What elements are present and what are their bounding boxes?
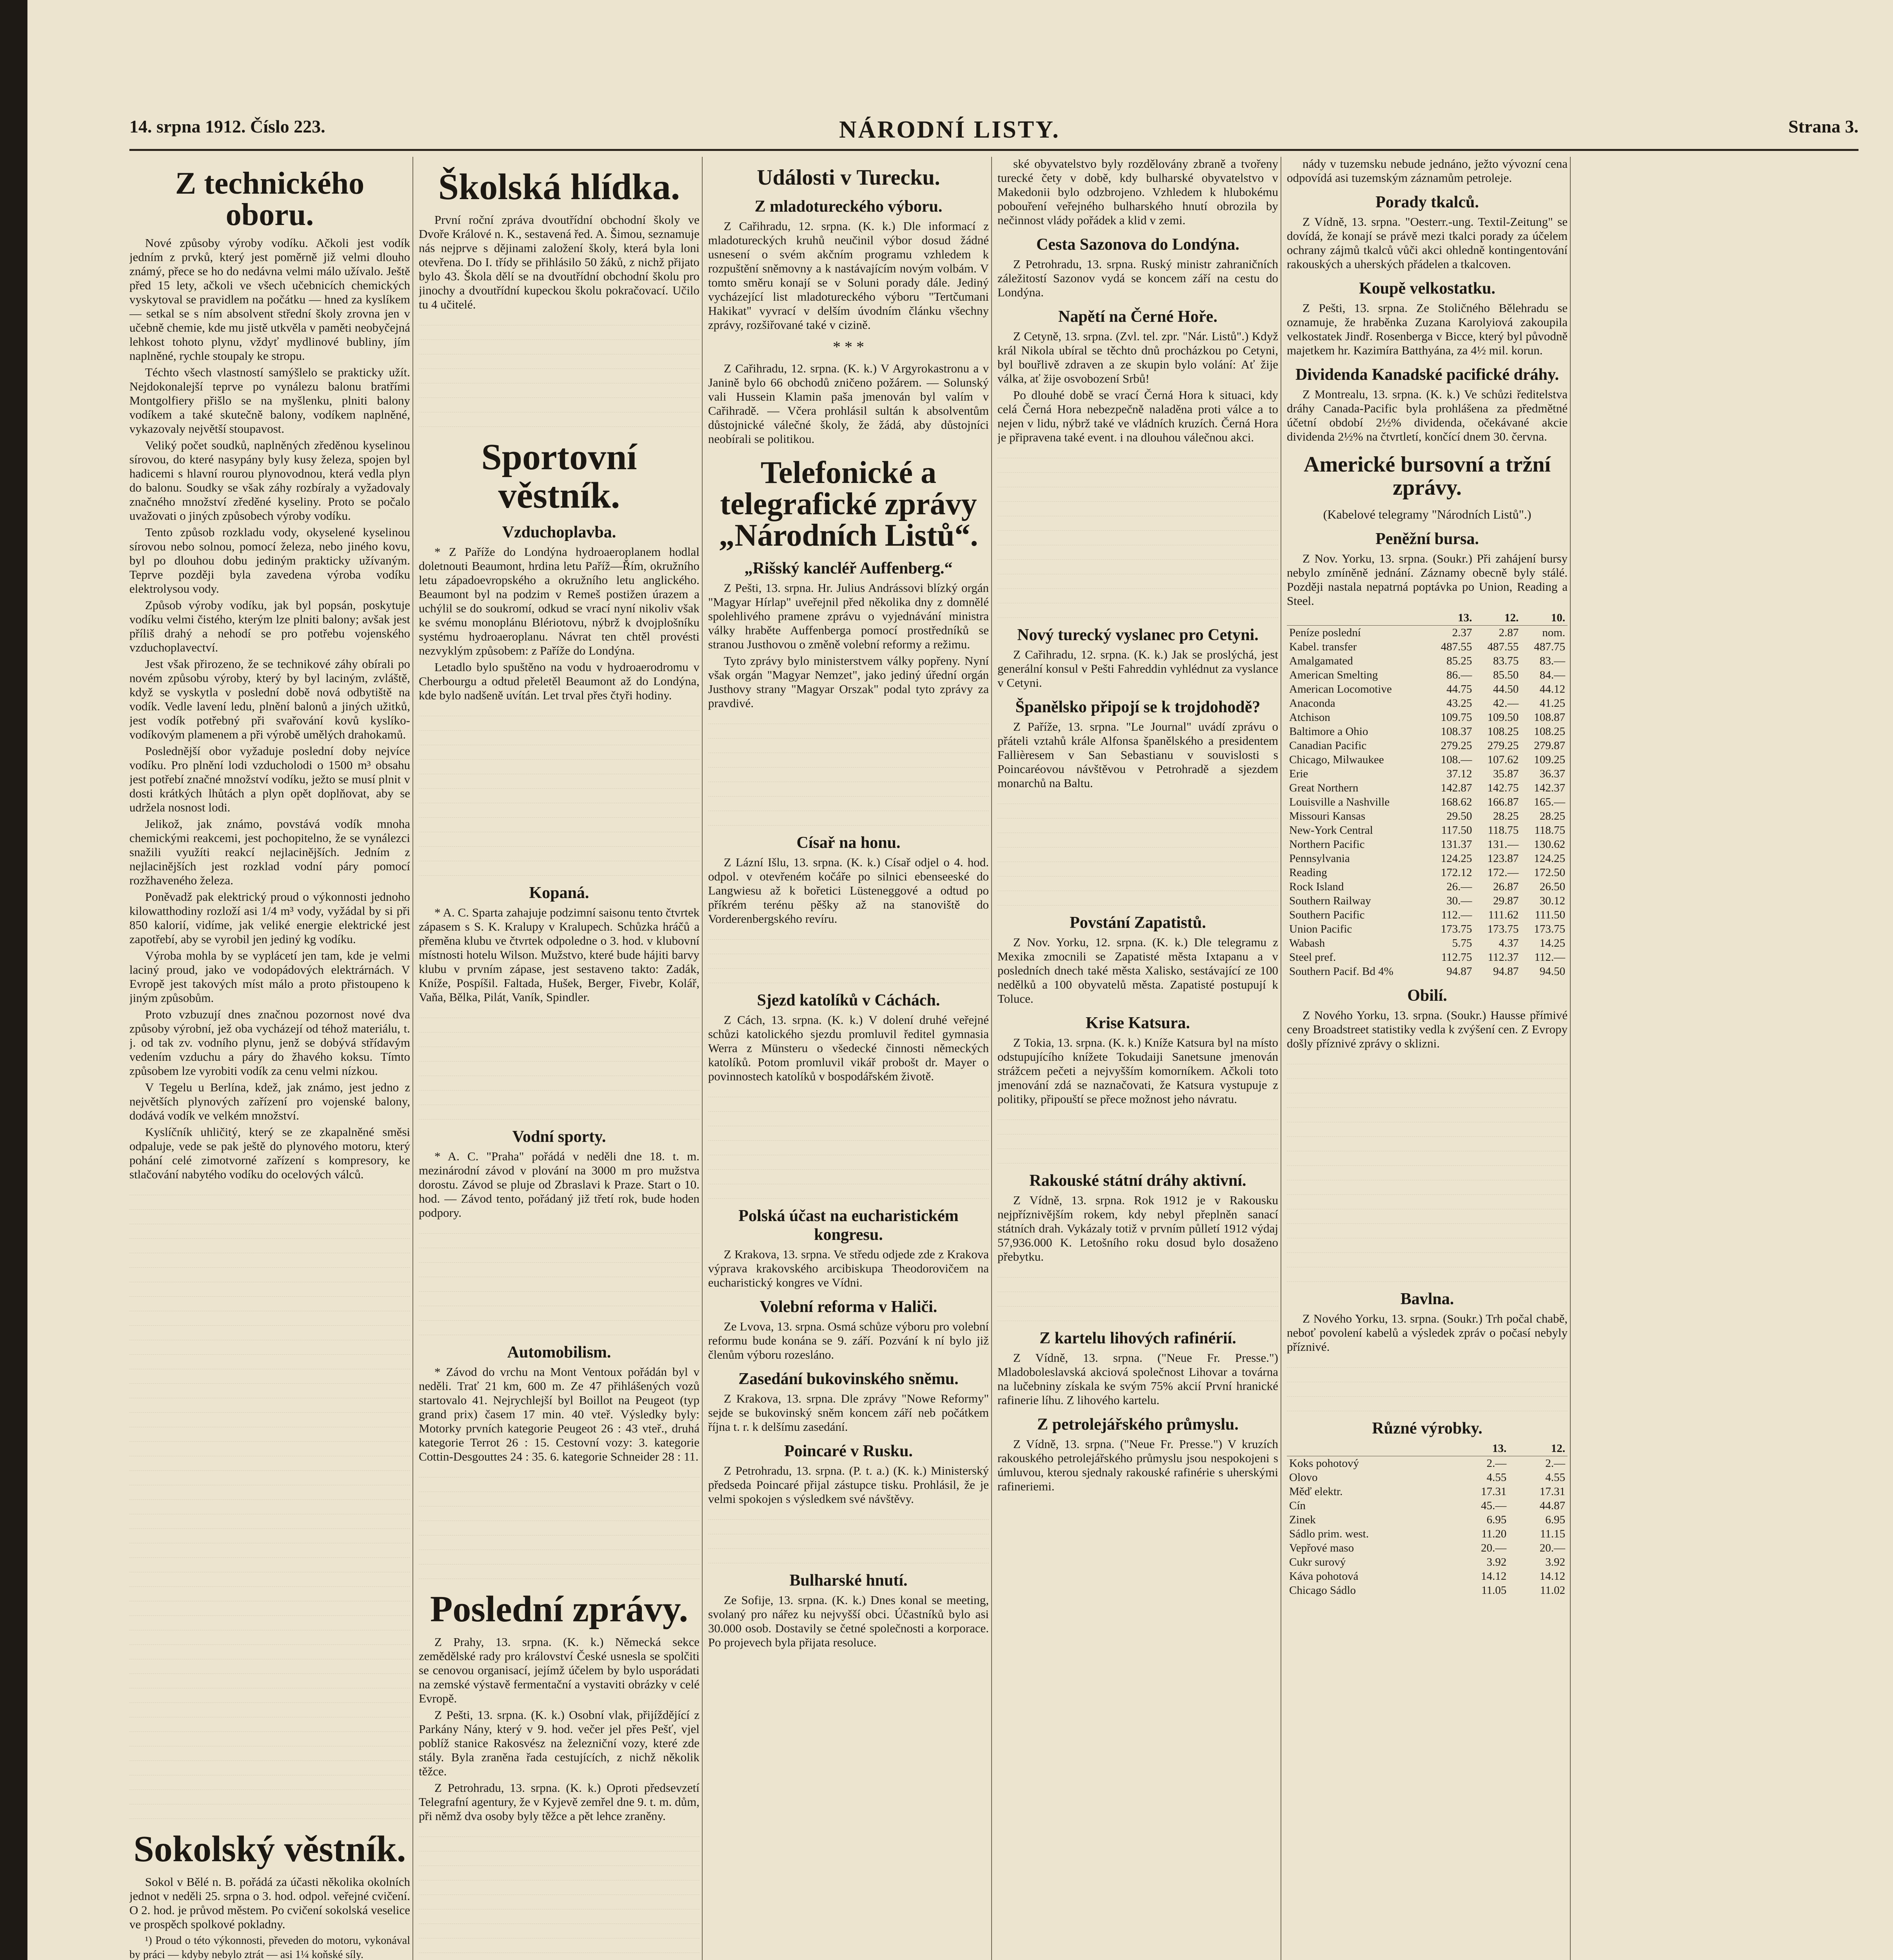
section-separator: * * * (833, 338, 864, 356)
table-row (1287, 894, 1568, 908)
table-cell: 14.12 (1539, 1570, 1565, 1583)
masthead (129, 116, 1858, 147)
column-divider (991, 157, 992, 1960)
table-cell: Chicago, Milwaukee (1289, 753, 1384, 766)
table-row (1287, 739, 1568, 753)
column-3 (708, 157, 989, 1960)
subhead-weavers: Porady tkalců. (1375, 193, 1479, 211)
subhead-chancellor: „Rišský kancléř Auffenberg.“ (744, 559, 953, 577)
table-row (1287, 851, 1568, 866)
table-cell: 279.87 (1534, 739, 1565, 752)
newspaper-title: NÁRODNÍ LISTY. (839, 116, 1060, 143)
column-divider (412, 157, 413, 1960)
article-paragraph: Z Nového Yorku, 13. srpna. (Soukr.) Hausse přímivé ceny Broadstreet statistiky vedla k zvýšení cen. Z Evropy došly příznivé zprávy o sklizni. (1287, 1008, 1568, 1050)
table-cell: 279.25 (1487, 739, 1519, 752)
table-cell: 173.75 (1487, 922, 1519, 935)
table-cell: 94.87 (1493, 965, 1519, 978)
table-cell: Rock Island (1289, 880, 1344, 893)
table-row (1287, 668, 1568, 682)
table-cell: 20.— (1539, 1541, 1565, 1554)
table-cell: Pennsylvania (1289, 852, 1350, 865)
table-cell: 111.62 (1488, 908, 1519, 921)
table-cell: Cín (1289, 1499, 1306, 1512)
table-cell: 14.12 (1481, 1570, 1507, 1583)
table-cell: Měď elektr. (1289, 1485, 1343, 1498)
table-row (1287, 781, 1568, 795)
table-cell: 109.50 (1487, 711, 1519, 724)
stock-quotes-table (1287, 610, 1568, 978)
column-4 (997, 157, 1278, 1960)
table-cell: 109.75 (1441, 711, 1472, 724)
article-paragraph: Jelikož, jak známo, povstává vodík mnoha chemickými reakcemi, jest pochopitelno, že se vynálezci snažili využíti reakcí nejlacinějších. Jedním z nejlacinějších jest rozklad vodní páry pomocí rozžhaveného železa. (129, 817, 410, 887)
table-row (1287, 767, 1568, 781)
binding-edge (0, 0, 27, 1960)
article-paragraph: Z Paříže, 13. srpna. "Le Journal" uvádí zprávu o přáteli vztahů krále Alfonsa španělského a presidentem Fallièresem v San Sebastianu v souvislosti s Poincaréovou návštěvou v Petrohradě a sjezdem monarchů na Baltu. (997, 720, 1278, 790)
table-cell: Southern Pacific (1289, 908, 1365, 921)
table-cell: Erie (1289, 767, 1308, 780)
table-cell: 142.87 (1441, 781, 1472, 794)
table-row (1287, 1555, 1568, 1569)
article-paragraph: * A. C. Sparta zahajuje podzimní saisonu tento čtvrtek zápasem s S. K. Kralupy v Kralupech. Schůzka hráčů a přeměna klubu ve čtvrtek odpoledne o 3. hod. v klubovní místnosti hotelu Wilson. Mužstvo, které bude hájiti barvy klubu v prvním zápase, jest sestaveno takto: Zadák, Kníže, Pospíšil. Faltada, Hušek, Berger, Fivebr, Kolář, Vaňa, Bělka, Pilát, Vaník, Spindler. (419, 906, 699, 1004)
table-cell: 44.87 (1539, 1499, 1565, 1512)
table-cell: 29.50 (1446, 809, 1472, 822)
table-row (1287, 640, 1568, 654)
table-cell: 94.87 (1446, 965, 1472, 978)
table-cell: American Locomotive (1289, 682, 1392, 695)
table-cell: 17.31 (1539, 1485, 1565, 1498)
table-cell: Baltimore a Ohio (1289, 725, 1368, 738)
table-cell: Louisville a Nashville (1289, 795, 1390, 808)
table-row (1287, 710, 1568, 724)
table-cell: 4.37 (1499, 936, 1519, 949)
table-cell: 142.75 (1487, 781, 1519, 794)
table-cell: 30.12 (1539, 894, 1565, 907)
table-cell: 487.55 (1441, 640, 1472, 653)
subhead-polish-eucharist: Polská účast na eucharistickém kongresu. (738, 1207, 959, 1244)
headline-telegrams: Telefonické a telegrafické zprávy „Národních Listů“. (719, 455, 978, 553)
article-paragraph: Kyslíčník uhličitý, který se ze zkapalněné směsi odpaluje, vede se pak ještě do plynového motoru, který pohání celé zimotvorné zařízení s kompresory, ke stlačování nabytého vodíku do ocelových válců. (129, 1125, 410, 1181)
table-cell: 112.— (1441, 908, 1472, 921)
subhead-water-sports: Vodní sporty. (512, 1128, 606, 1146)
table-cell: Union Pacific (1289, 922, 1352, 935)
subhead-money-market: Peněžní bursa. (1375, 530, 1479, 548)
article-paragraph: Z Cařihradu, 12. srpna. (K. k.) Jak se proslýchá, jest generální konsul v Pešti Fahreddin vyhlédnut za vyslance v Cetyni. (997, 648, 1278, 690)
article-paragraph: Z Vídně, 13. srpna. "Oesterr.-ung. Textil-Zeitung" se dovídá, že konají se právě mezi tkalci porady za účelem ochrany zájmů tkalců vůči akci ohledně kontingentování rakouských a uherských přádelen a tkalcoven. (1287, 215, 1568, 271)
table-cell: 487.55 (1487, 640, 1519, 653)
table-row (1287, 936, 1568, 950)
table-cell: 3.92 (1486, 1555, 1507, 1568)
table-cell: 4.55 (1486, 1471, 1507, 1484)
table-cell: Atchison (1289, 711, 1330, 724)
table-cell: 2.— (1545, 1457, 1565, 1470)
article-paragraph: Z Pešti, 13. srpna. Hr. Julius Andrássovi blízký orgán "Magyar Hírlap" uveřejnil před několika dny z domnělé spolehlivého pramene zprávu o vyjednávání ministra války hraběte Auffenberga pomocí prostředníků se stranou Justhovou o změně volební reformy a režimu. (708, 581, 989, 651)
table-cell: 124.25 (1534, 852, 1565, 865)
table-row (1287, 823, 1568, 837)
subhead-katsura: Krise Katsura. (1086, 1014, 1190, 1032)
table-cell: 117.50 (1441, 824, 1472, 837)
commodity-table (1287, 1441, 1568, 1597)
subhead-montenegro: Napětí na Černé Hoře. (1058, 308, 1217, 326)
article-paragraph: Sokol v Bělé n. B. pořádá za účasti několika okolních jednot v neděli 25. srpna o 3. hod. odpol. veřejné cvičení. O 2. hod. je průvod městem. Po cvičení sokolská veselice ve prospěch spolkové pokladny. (129, 1875, 410, 1931)
table-cell: 142.37 (1534, 781, 1565, 794)
article-paragraph: Z Pešti, 13. srpna. Ze Stoličného Bělehradu se oznamuje, že hraběnka Zuzana Karolyiová zakoupila velkostatek Jindř. Rosenberga v Bicce, který byl původně majetkem hr. Kazimíra Batthyána, za 4½ mil. korun. (1287, 301, 1568, 357)
table-cell: 6.95 (1486, 1513, 1507, 1526)
table-cell: 44.50 (1493, 682, 1519, 695)
table-row (1287, 866, 1568, 880)
table-row (1287, 1485, 1568, 1499)
table-cell: 172.50 (1534, 866, 1565, 879)
article-paragraph: Téchto všech vlastností samýšlelo se prakticky užít. Nejdokonalejší teprve po vynálezu balonu bratřími Montgolfiery přišlo se na myšlenku, plniti balony vodíkem a také skutečně balony, vodíkem naplněné, vykazovaly největší stoupavost. (129, 365, 410, 436)
article-paragraph: Proto vzbuzují dnes značnou pozornost nové dva způsoby výrobní, jež oba vycházejí od téhož materiálu, t. j. od tak zv. vodního plynu, jenž se dobývá střídavým vedením vzduchu a páry do žhavého koksu. Tímto způsobem lze vyrobiti vodík za cenu velmi nízkou. (129, 1007, 410, 1078)
table-cell: 29.87 (1493, 894, 1519, 907)
table-cell: 166.87 (1487, 795, 1519, 808)
table-cell: Southern Pacif. Bd 4% (1289, 965, 1393, 978)
table-cell: Zinek (1289, 1513, 1316, 1526)
table-row (1287, 908, 1568, 922)
article-paragraph: Z Vídně, 13. srpna. ("Neue Fr. Presse.") V kruzích rakouského petrolejářského průmyslu jsou nespokojeni s úmluvou, kterou sjednaly rakouské rafinérie s uherskými rafineriemi. (997, 1437, 1278, 1493)
subhead-spain: Španělsko připojí se k trojdohodě? (1015, 698, 1261, 716)
table-row (1287, 964, 1568, 978)
table-cell: Wabash (1289, 936, 1325, 949)
table-cell: 83.— (1539, 654, 1565, 667)
table-cell: 108.— (1441, 753, 1472, 766)
article-paragraph: Z Petrohradu, 13. srpna. (K. k.) Oproti předsevzetí Telegrafní agentury, že v Kyjevě zemřel dne 9. t. m. dům, při němž dva osoby byly těžce a pět lehce zraněny. (419, 1780, 699, 1823)
subhead-various-products: Různé výrobky. (1372, 1419, 1482, 1437)
subhead-spirit-cartel: Z kartelu lihových rafinérií. (1039, 1329, 1236, 1347)
table-header-cell: 10. (1521, 610, 1568, 626)
table-cell: 3.92 (1545, 1555, 1565, 1568)
article-paragraph: Z Cařihradu, 12. srpna. (K. k.) V Argyrokastronu a v Janině bylo 66 obchodů zničeno požárem. — Solunský vali Hussein Klamin paša jmenován byl valím v Cařihradě. — Včera prohlásil sultán k absolventům důstojnické válečné školy, že žádá, aby důstojníci neobírali se politikou. (708, 361, 989, 446)
table-header-cell: 12. (1474, 610, 1521, 626)
table-row (1287, 654, 1568, 668)
subhead-turkish-envoy: Nový turecký vyslanec pro Cetyni. (1017, 626, 1259, 644)
table-cell: 28.25 (1493, 809, 1519, 822)
article-paragraph: První roční zpráva dvoutřídní obchodní školy ve Dvoře Králové n. K., sestavená řed. A. Šimou, seznamuje nás nejprve s dějinami založení školy, která byla loni otevřena. Do I. třídy se přihlásilo 50 žáků, z nichž přijato bylo 43. Škola dělí se na dvoutřídní obchodní školu pro jinochy a dvoutřídní kupeckou školu pokračovací. Učilo tu 4 učitelé. (419, 212, 699, 311)
table-cell: nom. (1542, 626, 1565, 639)
table-cell: Southern Railway (1289, 894, 1371, 907)
table-cell: Northern Pacific (1289, 838, 1365, 851)
footnote: ¹) Proud o této výkonnosti, převeden do motoru, vykonával by práci — kdyby nebylo ztrát — asi 1¼ koňské síly. (129, 1934, 410, 1960)
table-cell: 83.75 (1493, 654, 1519, 667)
table-cell: 112.75 (1441, 951, 1472, 964)
table-cell: Vepřové maso (1289, 1541, 1354, 1554)
table-cell: 28.25 (1539, 809, 1565, 822)
article-paragraph: Způsob výroby vodíku, jak byl popsán, poskytuje vodíku velmi čistého, kterým lze plniti balony; avšak jest příliš drahý a nehodí se pro potřebu vojenského vzduchoplavectví. (129, 598, 410, 654)
subhead-estate-purchase: Koupě velkostatku. (1359, 279, 1495, 298)
headline-technical: Z technického oboru. (175, 166, 365, 232)
table-cell: 112.— (1534, 951, 1565, 964)
subhead-galicia-reform: Volební reforma v Haliči. (759, 1298, 937, 1316)
table-cell: 109.25 (1534, 753, 1565, 766)
table-cell: 168.62 (1441, 795, 1472, 808)
subhead-cable-telegrams: (Kabelové telegramy "Národních Listů".) (1323, 507, 1531, 521)
article-paragraph: Z Cařihradu, 12. srpna. (K. k.) Dle informací z mladotureckých kruhů neučinil výbor dosud žádné usnesení o svém akčním programu vzhledem k rozpuštění sněmovny a k nastávajícím novým volbám. V tomto směru konají se v Soluni porady dále. Jediný vycházející list mladotureckého výboru "Tertčumani Hakikat" vyvrací v delším úvodním článku všechny zprávy, rozšiřované také v cizině. (708, 219, 989, 332)
article-paragraph: * Závod do vrchu na Mont Ventoux pořádán byl v neděli. Trať 21 km, 600 m. Ze 47 přihlášených vozů startovalo 41. Nejrychlejší byl Boillot na Peugeot (typ grand prix) časem 17 min. 40 vteř. Výsledky byly: Motorky prvních kategorie Peugeot 26 : 43 vteř., druhá kategorie Terrot 26 : 15. Cestovní vozy: 3. kategorie Cottin-Desgouttes 24 : 35. 6. kategorie Schneider 28 : 11. (419, 1365, 699, 1464)
table-cell: 123.87 (1487, 852, 1519, 865)
headline-school: Školská hlídka. (438, 167, 680, 207)
article-paragraph: Z Petrohradu, 13. srpna. Ruský ministr zahraničních záležitostí Sazonov vydá se koncem září na cestu do Londýna. (997, 257, 1278, 299)
column-2 (419, 157, 699, 1960)
table-cell: 11.15 (1540, 1527, 1565, 1540)
table-header-cell: 12. (1509, 1441, 1568, 1456)
table-cell: 44.75 (1446, 682, 1472, 695)
table-cell: 111.50 (1535, 908, 1565, 921)
table-row (1287, 837, 1568, 851)
article-paragraph: Z Prahy, 13. srpna. (K. k.) Německá sekce zemědělské rady pro království České usnesla se spolčiti se cenovou organisací, jejímž účelem by bylo usporádati na zemské výstavě fermentační a vystaviti obrázky v celé Evropě. (419, 1635, 699, 1705)
headline-sokol: Sokolský věstník. (133, 1829, 406, 1869)
table-row (1287, 1456, 1568, 1470)
table-cell: American Smelting (1289, 668, 1378, 681)
table-cell: Káva pohotová (1289, 1570, 1359, 1583)
subhead-canadian-dividend: Dividenda Kanadské pacifické dráhy. (1295, 366, 1559, 384)
table-cell: 37.12 (1446, 767, 1472, 780)
subhead-automobile: Automobilism. (507, 1343, 611, 1362)
table-cell: 130.62 (1534, 838, 1565, 851)
subhead-grain: Obilí. (1407, 986, 1447, 1005)
table-cell: 30.— (1446, 894, 1472, 907)
table-cell: Koks pohotový (1289, 1457, 1359, 1470)
table-cell: 107.62 (1487, 753, 1519, 766)
article-paragraph: Z Krakova, 13. srpna. Dle zprávy "Nowe Reformy" sejde se bukovinský sněm koncem září neb počátkem října t. r. k delšímu zasedání. (708, 1391, 989, 1434)
subhead-state-railways: Rakouské státní dráhy aktivní. (1029, 1172, 1246, 1190)
table-cell: 131.37 (1441, 838, 1472, 851)
table-row (1287, 696, 1568, 710)
table-cell: 131.— (1487, 838, 1519, 851)
table-header-cell: 13. (1428, 610, 1475, 626)
table-cell: 172.— (1487, 866, 1519, 879)
table-cell: 108.25 (1534, 725, 1565, 738)
table-cell: Canadian Pacific (1289, 739, 1367, 752)
table-row (1287, 809, 1568, 823)
column-5 (1287, 157, 1844, 1960)
article-paragraph: Ze Sofije, 13. srpna. (K. k.) Dnes konal se meeting, svolaný pro nářez ku nejvyšší obci. Účastníků bylo asi 30.000 osob. Dostavily se četné společnosti a korporace. Po projevech byla přijata resoluce. (708, 1593, 989, 1649)
table-row (1287, 1569, 1568, 1583)
table-row (1287, 795, 1568, 809)
table-cell: 124.25 (1441, 852, 1472, 865)
table-cell: 85.25 (1446, 654, 1472, 667)
article-paragraph: Z Krakova, 13. srpna. Ve středu odjede zde z Krakova výprava krakovského arcibiskupa Theodorovičem na eucharistický kongres ve Vídni. (708, 1247, 989, 1289)
table-cell: 11.02 (1540, 1584, 1565, 1597)
table-cell: 26.50 (1539, 880, 1565, 893)
subhead-football: Kopaná. (529, 884, 589, 902)
headline-latest-news: Poslední zprávy. (430, 1589, 689, 1630)
subhead-bukovina: Zasedání bukovinského sněmu. (738, 1370, 959, 1388)
table-cell: Peníze poslední (1289, 626, 1361, 639)
table-cell: 94.50 (1539, 965, 1565, 978)
table-cell: 36.37 (1539, 767, 1565, 780)
table-row (1287, 625, 1568, 640)
table-cell: 172.12 (1441, 866, 1472, 879)
table-cell: Steel pref. (1289, 951, 1336, 964)
article-paragraph: Z Nového Yorku, 13. srpna. (Soukr.) Trh počal chabě, neboť povolení kabelů a výsledek zpráv o počasí nebyly příznivé. (1287, 1311, 1568, 1354)
table-row (1287, 1513, 1568, 1527)
table-cell: 45.— (1481, 1499, 1507, 1512)
article-paragraph: Z Cetyně, 13. srpna. (Zvl. tel. zpr. "Nár. Listů".) Když král Nikola ubíral se těchto dnů procházkou po Cetyni, byl bouřlivě zdraven a ze skupin bylo volání: Ať žije válka, ať žije osvobození Srbů! (997, 329, 1278, 385)
article-paragraph: Z Montrealu, 13. srpna. (K. k.) Ve schůzi ředitelstva dráhy Canada-Pacific byla prohlášena za předmětné účetní období 2½% dividenda, očekávané akcie dividenda 2½% na čtvrtletí, končící dnem 30. června. (1287, 387, 1568, 443)
table-cell: 173.75 (1441, 922, 1472, 935)
article-paragraph: * A. C. "Praha" pořádá v neděli dne 18. t. m. mezinárodní závod v plování na 3000 m pro mužstva dorostu. Závod se pluje od Zbraslavi k Praze. Start o 10. hod. — Závod tento, pořádaný již třetí rok, bude hoden podpory. (419, 1149, 699, 1220)
table-cell: 26.— (1446, 880, 1472, 893)
issue-date: 14. srpna 1912. Číslo 223. (129, 116, 325, 136)
article-paragraph: Z Pešti, 13. srpna. (K. k.) Osobní vlak, přijíždějící z Parkány Nány, který v 9. hod. večer jel přes Pešť, vjel poblíž stanice Rakosvész na železniční vozy, které zde stály. Byla zraněna řada cestujících, z nichž několik těžce. (419, 1708, 699, 1778)
article-paragraph: Z Vídně, 13. srpna. Rok 1912 je v Rakousku nejpříznivějším rokem, kdy nebyl přeplněn sanací státních drah. Vykázaly totiž v prvním půlletí 1912 výdaj 57,936.000 K. Letošního roku dosud bylo dosaženo přebytku. (997, 1193, 1278, 1263)
table-cell: 108.25 (1487, 725, 1519, 738)
headline-turkey: Události v Turecku. (757, 165, 940, 190)
table-cell: 108.37 (1441, 725, 1472, 738)
table-cell: Chicago Sádlo (1289, 1584, 1356, 1597)
article-paragraph: Z Petrohradu, 13. srpna. (P. t. a.) (K. k.) Ministerský předseda Poincaré přijal zástupce tisku. Prohlásil, že je velmi spokojen s výsledkem své návštěvy. (708, 1463, 989, 1506)
subhead-sazonov: Cesta Sazonova do Londýna. (1036, 236, 1240, 254)
article-paragraph: Ze Lvova, 13. srpna. Osmá schůze výboru pro volební reformu bude konána se 9. září. Pozvání k ní bylo již členům výboru rozesláno. (708, 1319, 989, 1361)
article-paragraph: Poněvadž pak elektrický proud o výkonnosti jednoho kilowatthodiny rozloží asi 1/4 m³ vody, vyžádal by si při 850 kalorií, vidíme, jak veliké energie elektrické jest zapotřebí, aby se vyrobil jen jediný kg vodíku. (129, 890, 410, 946)
article-paragraph: * Z Paříže do Londýna hydroaeroplanem hodlal doletnouti Beaumont, hrdina letu Paříž—Řím, okružního letu západoevropského a okružního letu anglického. Beaumont byl na podzim v Remeš postižen úrazem a uchýlil se do soukromí, odkud se vrací nyní nikoliv však ke svému monoplánu Blériotovu, nýbrž k dvojplošníku systému hydroaeroplanu. Návrat ten chtěl provésti nezvyklým způsobem: z Paříže do Londýna. (419, 545, 699, 658)
article-paragraph: Po dlouhé době se vrací Černá Hora k situaci, kdy celá Černá Hora nebezpečně naladěna proti válce a to nejen v lidu, nýbrž také ve vládních kruzích. Černá Hora je připravena také event. i na dlouhou válečnou akci. (997, 388, 1278, 444)
table-cell: 85.50 (1493, 668, 1519, 681)
table-cell: 35.87 (1493, 767, 1519, 780)
article-paragraph: V Tegelu u Berlína, kdež, jak známo, jest jedno z největších plynových zařízení pro vojenské balony, dodává vodík ve velkém množství. (129, 1080, 410, 1122)
article-paragraph: Z Lázní Išlu, 13. srpna. (K. k.) Císař odjel o 4. hod. odpol. v otevřeném kočáře po silnici ebenseeské do Langwiesu až k bořetici Lüsteneggové a odtud po příkrém terénu pěšky až na stanoviště do Vorderenbergského revíru. (708, 855, 989, 926)
table-cell: 11.05 (1481, 1584, 1507, 1597)
table-cell: 108.87 (1534, 711, 1565, 724)
table-cell: 14.25 (1539, 936, 1565, 949)
table-row (1287, 1541, 1568, 1555)
table-header-cell: 13. (1450, 1441, 1509, 1456)
table-cell: Reading (1289, 866, 1327, 879)
table-cell: 487.75 (1534, 640, 1565, 653)
masthead-rule (129, 149, 1858, 151)
table-cell: 2.87 (1499, 626, 1519, 639)
table-cell: 84.— (1539, 668, 1565, 681)
subhead-zapatistas: Povstání Zapatistů. (1070, 914, 1206, 932)
table-row (1287, 950, 1568, 964)
table-cell: Anaconda (1289, 697, 1335, 710)
article-paragraph: Z Vídně, 13. srpna. ("Neue Fr. Presse.") Mladoboleslavská akciová společnost Lihovar a továrna na lučebniny získala ke svým 75% akcií První hranické rafinerie líhu. Z lihového kartelu. (997, 1351, 1278, 1407)
article-paragraph: Z Nov. Yorku, 13. srpna. (Soukr.) Při zahájení bursy nebylo zmíněně jednání. Záznamy obecně byly stálé. Později nastala nepatrná poptávka po Union, Reading a Steel. (1287, 551, 1568, 608)
subhead-poincare: Poincaré v Rusku. (784, 1442, 913, 1460)
table-row (1287, 1470, 1568, 1485)
subhead-emperor-hunt: Císař na honu. (796, 833, 901, 852)
table-cell: New-York Central (1289, 824, 1373, 837)
table-cell: 279.25 (1441, 739, 1472, 752)
table-cell: 17.31 (1481, 1485, 1507, 1498)
table-cell: Sádlo prim. west. (1289, 1527, 1369, 1540)
subhead-catholic-congress: Sjezd katolíků v Cáchách. (757, 991, 940, 1009)
table-cell: 11.20 (1481, 1527, 1507, 1540)
subhead-aviation: Vzduchoplavba. (502, 523, 616, 542)
table-row (1287, 1583, 1568, 1597)
table-cell: 6.95 (1545, 1513, 1565, 1526)
table-cell: Great Northern (1289, 781, 1359, 794)
article-paragraph: Poslednější obor vyžaduje poslední doby nejvíce vodíku. Pro plnění lodi vzducholodi o 1500 m³ obsahu jest potřebí značné množství vodíku, ježto se musí plnit v dosti krátkých lhůtách a plyn opět doplňovat, aby se udržela nosnost lodi. (129, 744, 410, 814)
table-cell: Missouri Kansas (1289, 809, 1366, 822)
article-paragraph: Z Nov. Yorku, 12. srpna. (K. k.) Dle telegramu z Mexika zmocnili se Zapatisté města Ixtapanu a v posledních dnech také města Xalisko, sestávající ze 100 nedělků a 100 obyvatelů města. Zapatisté postupují k Toluce. (997, 935, 1278, 1005)
article-paragraph: Tyto zprávy bylo ministerstvem války popřeny. Nyní však orgán "Magyar Nemzet", jako jediný úřední orgán Justhovy strany "Magyar Orszak" podal tyto zprávy za pravdivé. (708, 653, 989, 710)
article-paragraph: Nové způsoby výroby vodíku. Ačkoli jest vodík jedním z prvků, který jest poměrně již velmi dlouho známý, přece se ho do nedávna velmi málo užívalo. Ještě před 15 lety, ačkoli ve všech učebnicích chemických vyskytoval se pravidlem na počátku — hned za kyslíkem — setkal se s ním absolvent střední školy zrovna jen v učebně chemie, kde mu jistě utkvěla v paměti neobyčejná lehkost tohoto plynu, vždyť mydlinové bubliny, jím naplněné, rychle stoupaly ke stropu. (129, 236, 410, 363)
table-row (1287, 880, 1568, 894)
table-cell: 42.— (1493, 697, 1519, 710)
table-cell: 173.75 (1534, 922, 1565, 935)
article-paragraph: Veliký počet soudků, naplněných zředěnou kyselinou sírovou, do které nasypány byly kusy železa, spojen byl hadicemi s hlavní rourou plynovodnou, která vedla plyn do balonu. Soudky se však záhy rozbíraly a vyžadovaly značného množství zředěné kyseliny. Proto se počalo uvažovati o jiných způsobech výroby vodíku. (129, 438, 410, 523)
table-cell: 2.— (1486, 1457, 1507, 1470)
page-number: Strana 3. (1788, 116, 1858, 136)
article-paragraph: ské obyvatelstvo byly rozdělovány zbraně a tvořeny turecké čety v době, kdy bulharské obyvatelstvo v Makedonii bylo odzbrojeno. Vzhledem k hlubokému pobouření veřejného bulharského hnutí obrozila by nečinnost vlády pořádek a klid v zemi. (997, 157, 1278, 227)
article-paragraph: Výroba mohla by se vyplácetí jen tam, kde je velmi laciný proud, jako ve vodopádových elektrárnách. V Evropě jest takových míst málo a proto přistoupeno k jiným způsobům. (129, 949, 410, 1005)
table-cell: 4.55 (1545, 1471, 1565, 1484)
table-cell: 43.25 (1446, 697, 1472, 710)
table-cell: 2.37 (1452, 626, 1472, 639)
subhead-young-turks: Z mladotureckého výboru. (754, 197, 943, 216)
table-cell: 118.75 (1488, 824, 1519, 837)
table-cell: 86.— (1446, 668, 1472, 681)
subhead-cotton: Bavlna. (1400, 1290, 1454, 1308)
article-paragraph: Z Tokia, 13. srpna. (K. k.) Kníže Katsura byl na místo odstupujícího knížete Tokudaiji Sanetsune jmenován strážcem pečeti a nejvyšším komorníkem. Ačkoli toto jmenování zdá se naznačovati, že Katsura vystupuje z politiky, připouští se přece možnost jeho návratu. (997, 1036, 1278, 1106)
table-header-cell (1287, 610, 1428, 626)
table-cell: 165.— (1534, 795, 1565, 808)
article-paragraph: Jest však přirozeno, že se technikové záhy obírali po novém způsobu výroby, který by byl laciným, zvláště, když se vyskytla v poslední době nová odbytiště na vodík. Vedle lavení ledu, plnění balonů a jiných užitků, jest vodík potřebný při svařování kovů kyslíko-vodíkovým plamenem a při výrobě umělých drahokamů. (129, 657, 410, 741)
table-cell: 41.25 (1539, 697, 1565, 710)
column-divider (702, 157, 703, 1960)
table-cell: 44.12 (1539, 682, 1565, 695)
table-cell: Olovo (1289, 1471, 1318, 1484)
table-cell: 112.37 (1488, 951, 1519, 964)
subhead-bulgaria: Bulharské hnutí. (789, 1571, 908, 1590)
table-row (1287, 1527, 1568, 1541)
table-row (1287, 753, 1568, 767)
table-row (1287, 922, 1568, 936)
headline-sport: Sportovní věstník. (481, 436, 637, 516)
table-row (1287, 1499, 1568, 1513)
table-cell: 20.— (1481, 1541, 1507, 1554)
table-cell: 118.75 (1534, 824, 1565, 837)
table-cell: Cukr surový (1289, 1555, 1346, 1568)
table-row (1287, 724, 1568, 739)
article-paragraph: Tento způsob rozkladu vody, okyselené kyselinou sírovou nebo solnou, pomocí železa, nebo jiného kovu, byl po dlouhou dobu jediným prakticky užívaným. Teprve později byla zavedena výroba vodíku elektrolysou vody. (129, 525, 410, 595)
table-header-cell (1287, 1441, 1450, 1456)
article-paragraph: nády v tuzemsku nebude jednáno, ježto vývozní cena odpovídá asi tuzemským záznamům petroleje. (1287, 157, 1568, 185)
column-1 (129, 157, 410, 1960)
article-paragraph: Letadlo bylo spuštěno na vodu v hydroaerodromu v Cherbourgu a odtud přeletěl Beaumont až do Londýna, kde bylo nadšeně uvítán. Let trval přes čtyři hodiny. (419, 660, 699, 702)
table-row (1287, 682, 1568, 696)
headline-american-markets: Americké bursovní a tržní zprávy. (1304, 452, 1551, 500)
table-cell: 26.87 (1493, 880, 1519, 893)
table-cell: Amalgamated (1289, 654, 1353, 667)
subhead-petroleum: Z petrolejářského průmyslu. (1037, 1416, 1239, 1434)
table-cell: Kabel. transfer (1289, 640, 1357, 653)
article-paragraph: Z Cách, 13. srpna. (K. k.) V dolení druhé veřejné schůzi katolického sjezdu promluvil ředitel gymnasia Werra z Münsteru o všedecké činnosti německých katolíků. Potom promluvil vikář probošt dr. Mayer o povinnostech katolíků v bospodářském životě. (708, 1013, 989, 1083)
table-cell: 5.75 (1452, 936, 1472, 949)
